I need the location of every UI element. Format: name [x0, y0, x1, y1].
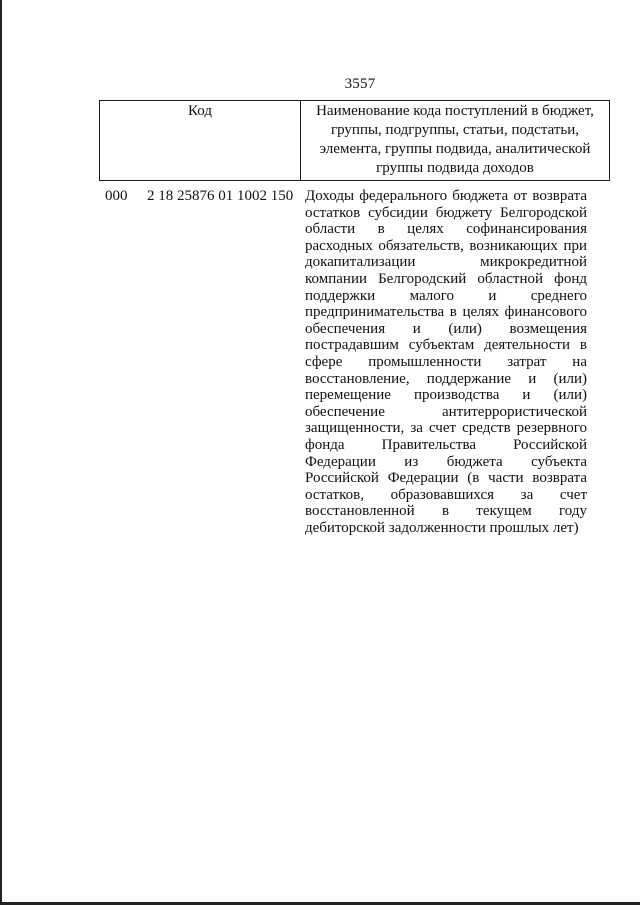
row-description: Доходы федерального бюджета от возврата остатков субсидии бюджету Белгородской области в целях софинансирования расходных обязательств, возникающих при докапитализации микрокредитной компании Белгородский областной фонд поддержки малого и среднего предпринимательства в целях финансового обеспечения и (или) возмещения пострадавшим субъектам деятельности в сфере промышленности затрат на восстановление, поддержание и (или) перемещение производства и (или) обеспечение антитеррористической защищенности, за счет средств резервного фонда Правительства Российской Федерации из бюджета субъекта Российской Федерации (в части возврата остатков, образовавшихся за счет восстановленной в текущем году дебиторской задолженности прошлых лет) [305, 188, 587, 536]
page-number: 3557 [344, 76, 376, 92]
row-prefix: 000 [105, 188, 128, 204]
header-name: Наименование кода поступлений в бюджет, группы, подгруппы, статьи, подстатьи, элемента, группы подвида, аналитической группы подвида доходов [301, 101, 610, 181]
scan-edge-left [0, 0, 2, 905]
row-code: 2 18 25876 01 1002 150 [147, 188, 294, 204]
header-code: Код [100, 101, 301, 181]
header-row [100, 101, 610, 181]
header-table [99, 100, 610, 181]
